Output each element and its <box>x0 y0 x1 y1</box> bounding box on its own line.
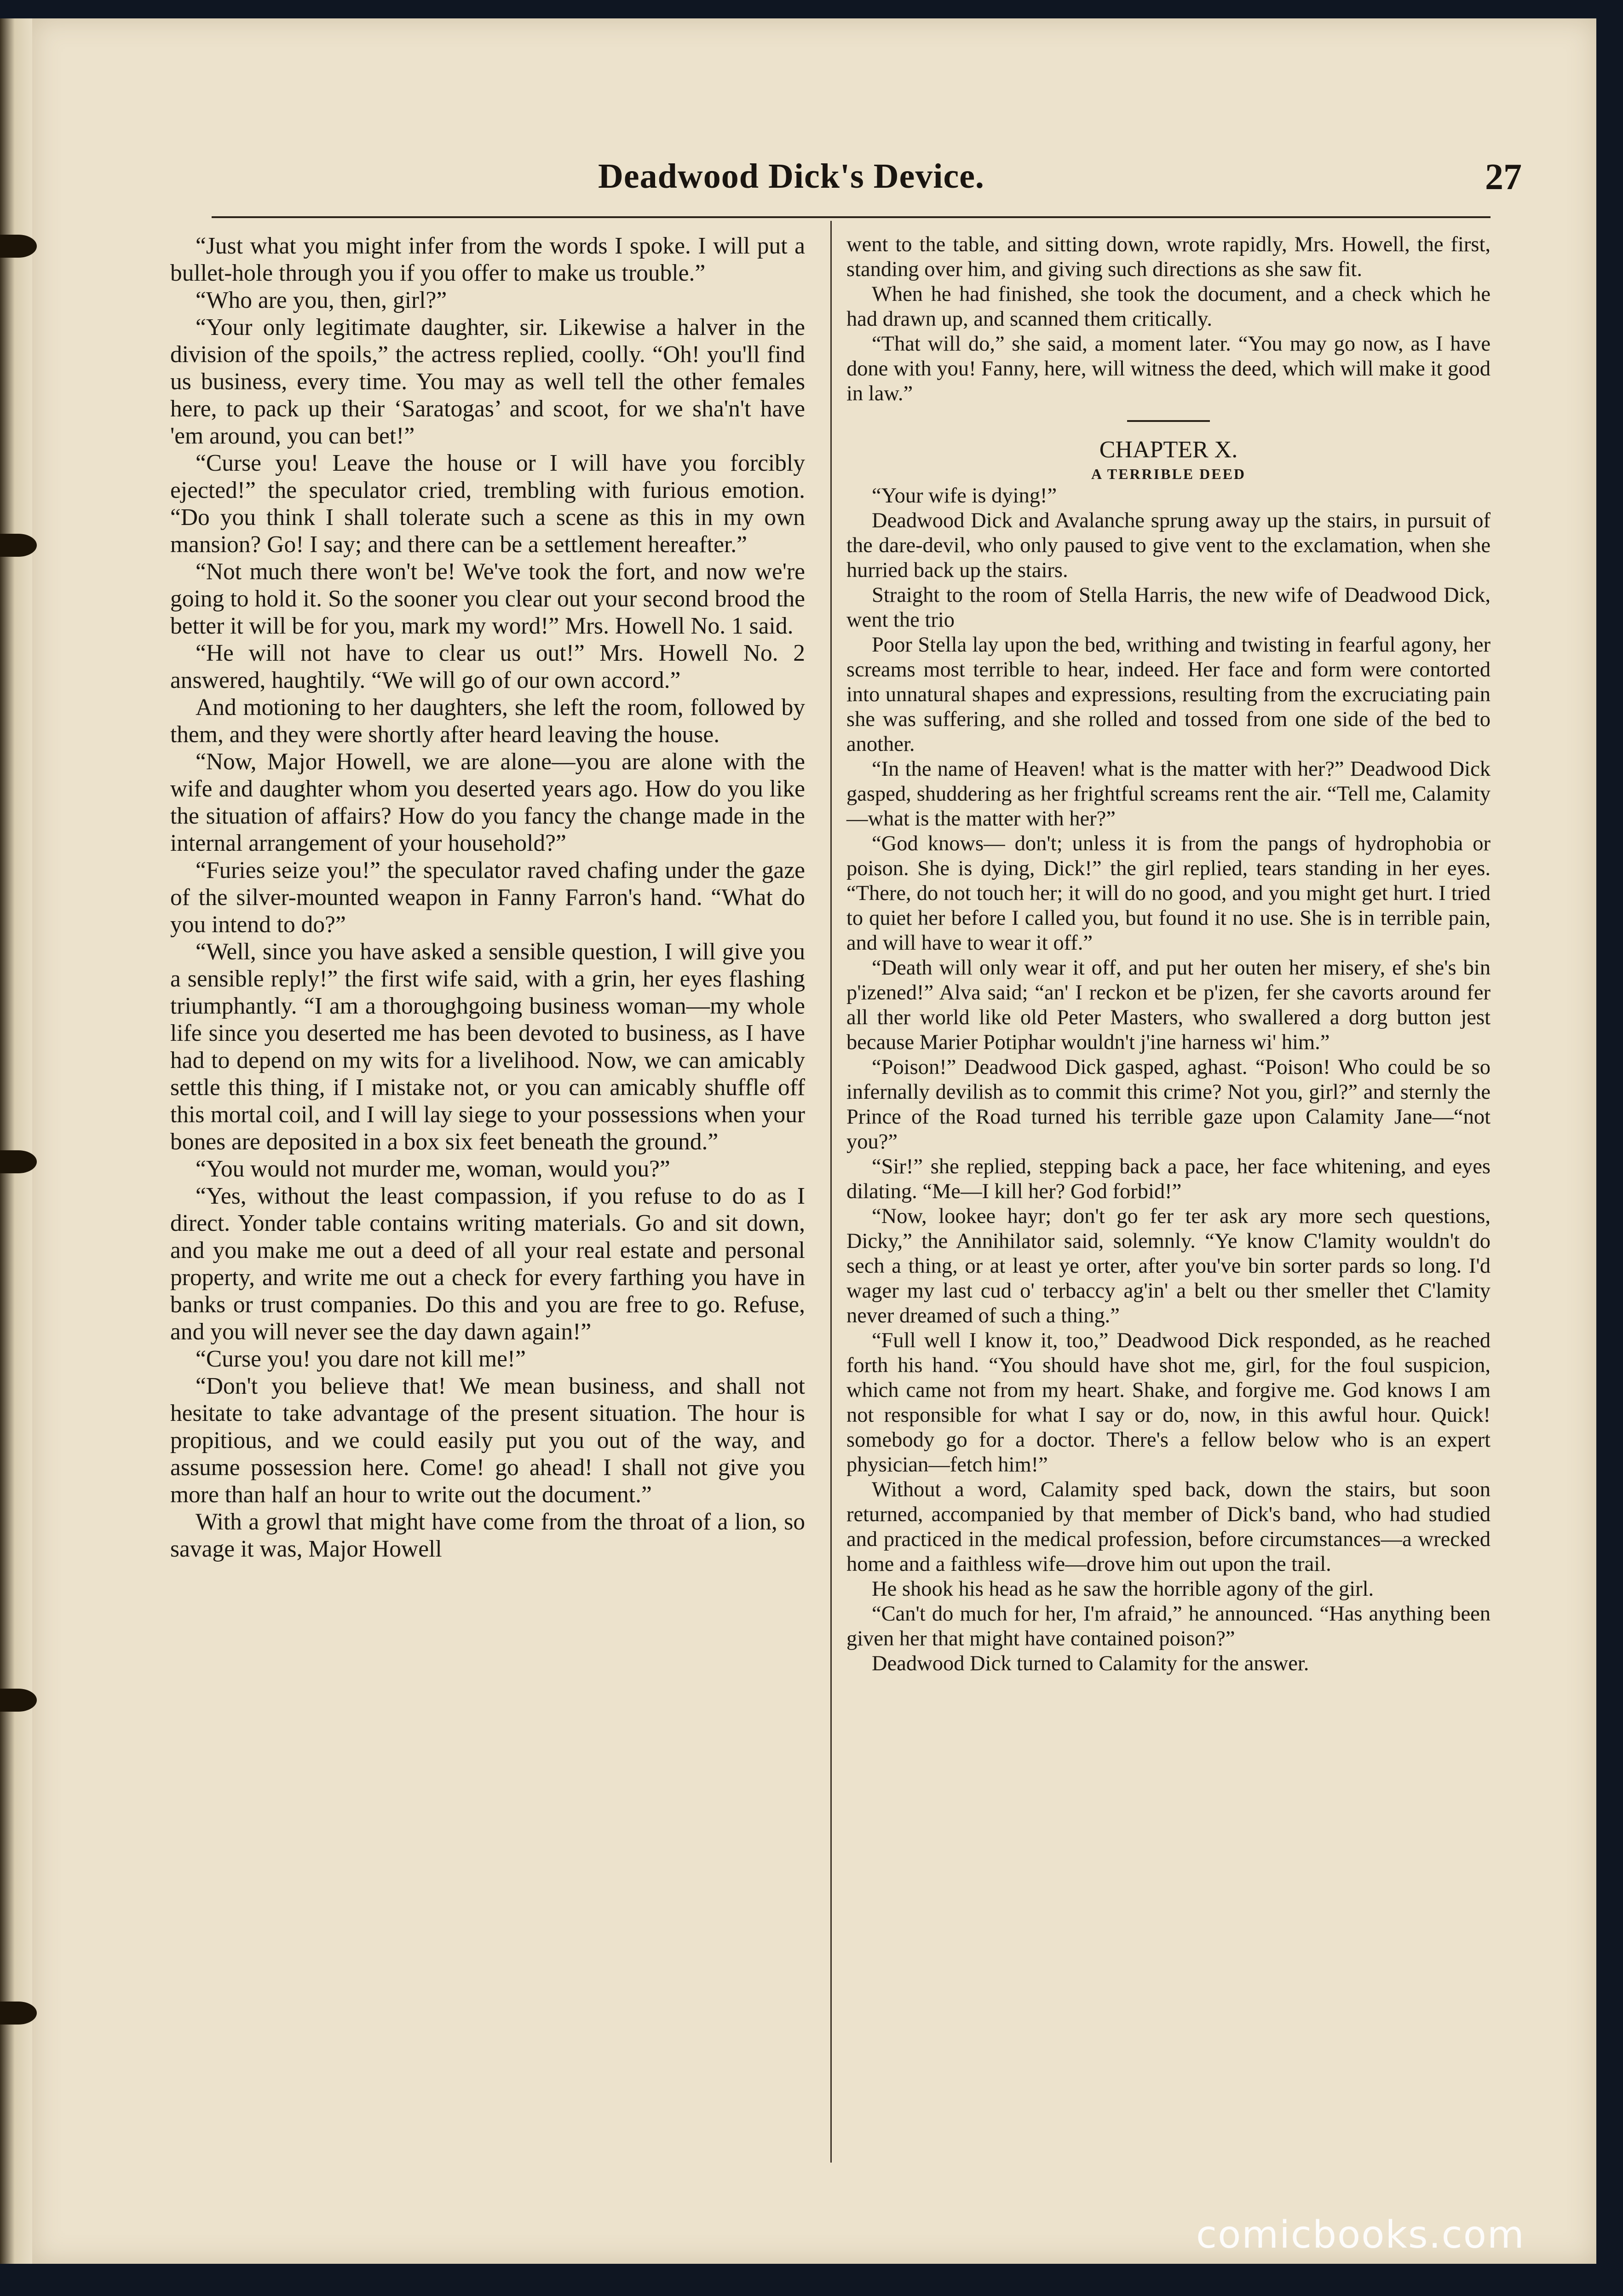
column-divider <box>830 221 832 2163</box>
paragraph: “Furies seize you!” the speculator raved chafing under the gaze of the silver-mounted weapon in Fanny Farron's hand. “What do you intend to do?” <box>170 857 805 938</box>
paragraph: “Who are you, then, girl?” <box>196 287 447 313</box>
paragraph: Straight to the room of Stella Harris, the new wife of Deadwood Dick, went the trio <box>846 583 1491 632</box>
paragraph: Deadwood Dick turned to Calamity for the answer. <box>872 1652 1309 1675</box>
paragraph: He shook his head as he saw the horrible agony of the girl. <box>872 1577 1374 1601</box>
book-binding <box>0 18 37 2264</box>
paragraph: “Well, since you have asked a sensible question, I will give you a sensible reply!” the first wife said, with a grin, her eyes flashing triumphantly. “I am a thoroughgoing business woman—my whole life since you deserted me has been devoted to business, as I have had to depend on my wits for a livelihood. Now, we can amicably settle this thing, if I mistake not, or you can amicably shuffle off this mortal coil, and I will lay siege to your possessions when your bones are deposited in a box six feet beneath the ground.” <box>170 939 805 1155</box>
paragraph: “Curse you! you dare not kill me!” <box>196 1346 526 1372</box>
chapter-subtitle: A TERRIBLE DEED <box>1091 466 1246 482</box>
binding-tear <box>0 2002 37 2025</box>
paragraph: “That will do,” she said, a moment later. “You may go now, as I have done with you! Fanny, here, will witness the deed, which will make it good in law.” <box>846 332 1491 405</box>
paragraph: “Don't you believe that! We mean business, and shall not hesitate to take advantage of the present situation. The hour is propitious, and we could easily put you out of the way, and assume possession here. Come! go ahead! I shall not give you more than half an hour to write out the document.” <box>170 1373 805 1508</box>
paragraph: “He will not have to clear us out!” Mrs. Howell No. 2 answered, haughtily. “We will go of our own accord.” <box>170 640 805 693</box>
paragraph: “Not much there won't be! We've took the fort, and now we're going to hold it. So the sooner you clear out your second brood the better it will be for you, mark my word!” Mrs. Howell No. 1 said. <box>170 559 805 639</box>
right-column <box>846 232 1491 1676</box>
binding-tear <box>0 1150 37 1173</box>
binding-tear <box>0 235 37 258</box>
right-column-top <box>846 232 1491 406</box>
watermark: comicbooks.com <box>1196 2213 1525 2257</box>
paragraph: “Curse you! Leave the house or I will have you forcibly ejected!” the speculator cried, trembling with furious emotion. “Do you think I shall tolerate such a scene as this in my own mansion? Go! I say; and there can be a settlement hereafter.” <box>170 450 805 558</box>
paragraph: Without a word, Calamity sped back, down the stairs, but soon returned, accompanied by that member of Dick's band, who had studied and practiced in the medical profession, before circumstances—a wrecked home and a faithless wife—drove him out upon the trail. <box>846 1478 1491 1576</box>
paragraph: “God knows— don't; unless it is from the pangs of hydrophobia or poison. She is dying, Dick!” the girl replied, tears standing in her eyes. “There, do not touch her; it will do no good, and you might get hurt. I tried to quiet her before I called you, but found it no use. She is in terrible pain, and will have to wear it off.” <box>846 832 1491 955</box>
paragraph: Deadwood Dick and Avalanche sprung away up the stairs, in pursuit of the dare-devil, who only paused to give vent to the exclamation, when she hurried back up the stairs. <box>846 509 1491 582</box>
paragraph: “Just what you might infer from the words I spoke. I will put a bullet-hole through you if you offer to make us trouble.” <box>170 233 805 286</box>
binding-tear <box>0 534 37 557</box>
page-number: 27 <box>1485 157 1522 197</box>
paragraph: “Your wife is dying!” <box>872 484 1057 508</box>
paragraph: “In the name of Heaven! what is the matter with her?” Deadwood Dick gasped, shuddering as her frightful screams rent the air. “Tell me, Calamity—what is the matter with her?” <box>846 757 1491 831</box>
left-column <box>170 232 805 1563</box>
paragraph: “Death will only wear it off, and put her outen her misery, ef she's bin p'izened!” Alva said; “an' I reckon et be p'izen, fer she cavorts around fer all ther world like old Peter Masters, who swallered a dorg button jest because Marier Potiphar wouldn't j'ine harness wi' him.” <box>846 956 1491 1054</box>
paragraph: “Now, Major Howell, we are alone—you are alone with the wife and daughter whom you deserted years ago. How do you like the situation of affairs? How do you fancy the change made in the internal arrangement of your household?” <box>170 749 805 856</box>
chapter-title: CHAPTER X. <box>1099 437 1238 463</box>
paragraph: “Now, lookee hayr; don't go fer ter ask ary more sech questions, Dicky,” the Annihilator said, solemnly. “Ye know C'lamity wouldn't do sech a thing, or at least ye orter, after you've bin sorter pards so long. I'd wager my last cud o' terbaccy ag'in' a belt ou ther smeller thet C'lamity never dreamed of such a thing.” <box>846 1205 1491 1327</box>
paragraph: “Sir!” she replied, stepping back a pace, her face whitening, and eyes dilating. “Me—I kill her? God forbid!” <box>846 1155 1491 1203</box>
right-column-bottom <box>846 484 1491 1676</box>
paragraph: “Yes, without the least compassion, if you refuse to do as I direct. Yonder table contains writing materials. Go and sit down, and you make me out a deed of all your real estate and personal property, and write me out a check for every farthing you have in banks or trust companies. Do this and you are free to go. Refuse, and you will never see the day dawn again!” <box>170 1183 805 1345</box>
paragraph: When he had finished, she took the document, and a check which he had drawn up, and scanned them critically. <box>846 283 1491 331</box>
paragraph: “You would not murder me, woman, would you?” <box>196 1156 670 1182</box>
paragraph: With a growl that might have come from the throat of a lion, so savage it was, Major Howell <box>170 1509 805 1562</box>
header-rule <box>212 216 1491 218</box>
paragraph: “Full well I know it, too,” Deadwood Dick responded, as he reached forth his hand. “You should have shot me, girl, for the foul suspicion, which came not from my heart. Shake, and forgive me. God knows I am not responsible for what I say or do, now, in this awful hour. Quick! somebody go for a doctor. There's a fellow below who is an expert physician—fetch him!” <box>846 1329 1491 1477</box>
paragraph: Poor Stella lay upon the bed, writhing and twisting in fearful agony, her screams most terrible to hear, indeed. Her face and form were contorted into unnatural shapes and expressions, resulting from the excruciating pain she was suffering, and she rolled and tossed from one side of the bed to another. <box>846 633 1491 756</box>
paragraph: And motioning to her daughters, she left the room, followed by them, and they were shortly after heard leaving the house. <box>170 694 805 748</box>
paragraph: “Your only legitimate daughter, sir. Likewise a halver in the division of the spoils,” the actress replied, coolly. “Oh! you'll find us business, every time. You may as well tell the other females here, to pack up their ‘Saratogas’ and scoot, for we sha'n't have 'em around, you can bet!” <box>170 314 805 449</box>
paragraph: went to the table, and sitting down, wrote rapidly, Mrs. Howell, the first, standing over him, and giving such directions as she saw fit. <box>846 233 1491 281</box>
page-header <box>92 156 1522 207</box>
binding-tear <box>0 1689 37 1712</box>
paragraph: “Can't do much for her, I'm afraid,” he announced. “Has anything been given her that might have contained poison?” <box>846 1602 1491 1650</box>
chapter-rule <box>1127 420 1210 422</box>
paragraph: “Poison!” Deadwood Dick gasped, aghast. “Poison! Who could be so infernally devilish as to commit this crime? Not you, girl?” and sternly the Prince of the Road turned his terrible gaze upon Calamity Jane—“not you?” <box>846 1056 1491 1154</box>
running-title: Deadwood Dick's Device. <box>598 157 984 196</box>
